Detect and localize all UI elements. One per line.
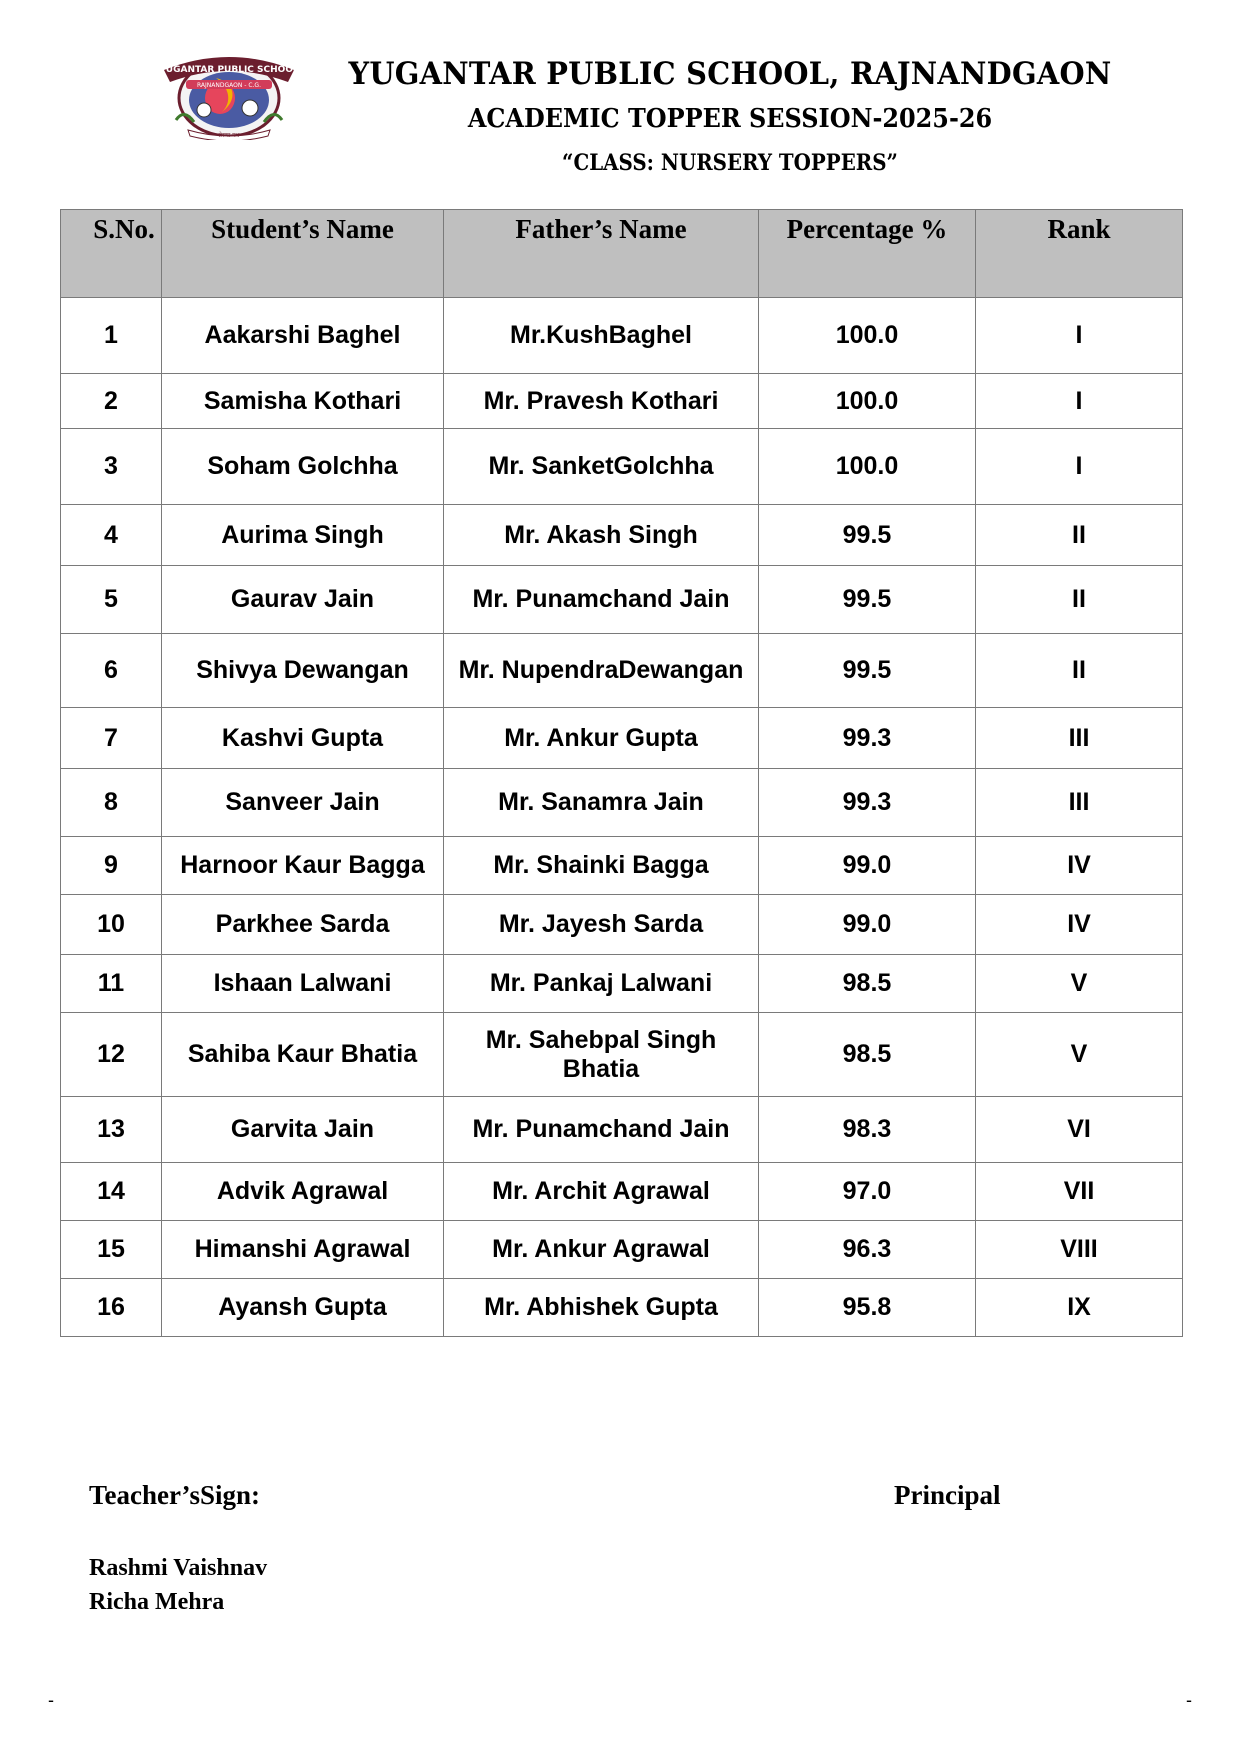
row-father-name: Mr. Punamchand Jain bbox=[444, 1097, 759, 1163]
table-row bbox=[61, 769, 1183, 837]
table-row bbox=[61, 837, 1183, 895]
row-father-name: Mr. Akash Singh bbox=[444, 505, 759, 566]
row-sno: 6 bbox=[61, 634, 162, 708]
row-rank: I bbox=[976, 298, 1183, 374]
column-header-percentage: Percentage % bbox=[759, 210, 976, 298]
row-student-name: Ayansh Gupta bbox=[162, 1279, 444, 1337]
row-percentage: 99.0 bbox=[759, 837, 976, 895]
row-percentage: 99.5 bbox=[759, 505, 976, 566]
row-student-name: Harnoor Kaur Bagga bbox=[162, 837, 444, 895]
row-father-name: Mr. Archit Agrawal bbox=[444, 1163, 759, 1221]
row-rank: VI bbox=[976, 1097, 1183, 1163]
row-sno: 9 bbox=[61, 837, 162, 895]
column-header-sno: S.No. bbox=[61, 210, 162, 298]
row-percentage: 99.5 bbox=[759, 634, 976, 708]
row-student-name: Himanshi Agrawal bbox=[162, 1221, 444, 1279]
table-row bbox=[61, 505, 1183, 566]
table-row bbox=[61, 298, 1183, 374]
row-rank: IV bbox=[976, 895, 1183, 955]
row-percentage: 100.0 bbox=[759, 374, 976, 429]
session-title: ACADEMIC TOPPER SESSION-2025-26 bbox=[467, 104, 993, 134]
row-sno: 2 bbox=[61, 374, 162, 429]
teacher-sign-label: Teacher’sSign: bbox=[89, 1480, 260, 1510]
row-student-name: Soham Golchha bbox=[162, 429, 444, 505]
logo-text-bottom: प्रेरणा पथ bbox=[218, 132, 240, 139]
row-sno: 10 bbox=[61, 895, 162, 955]
row-sno: 14 bbox=[61, 1163, 162, 1221]
table-row bbox=[61, 1013, 1183, 1097]
row-sno: 13 bbox=[61, 1097, 162, 1163]
row-rank: I bbox=[976, 429, 1183, 505]
row-father-name: Mr. Jayesh Sarda bbox=[444, 895, 759, 955]
row-father-name: Mr. Ankur Gupta bbox=[444, 708, 759, 769]
row-father-name: Mr. Punamchand Jain bbox=[444, 566, 759, 634]
row-student-name: Aakarshi Baghel bbox=[162, 298, 444, 374]
row-percentage: 99.3 bbox=[759, 769, 976, 837]
row-rank: V bbox=[976, 955, 1183, 1013]
row-sno: 7 bbox=[61, 708, 162, 769]
table-row bbox=[61, 955, 1183, 1013]
row-rank: II bbox=[976, 634, 1183, 708]
row-sno: 4 bbox=[61, 505, 162, 566]
row-student-name: Parkhee Sarda bbox=[162, 895, 444, 955]
row-student-name: Kashvi Gupta bbox=[162, 708, 444, 769]
row-student-name: Sanveer Jain bbox=[162, 769, 444, 837]
table-row bbox=[61, 708, 1183, 769]
principal-label: Principal bbox=[894, 1480, 1001, 1510]
row-student-name: Gaurav Jain bbox=[162, 566, 444, 634]
school-name: YUGANTAR PUBLIC SCHOOL, RAJNANDGAON bbox=[348, 56, 1112, 92]
page-mark-right: - bbox=[1186, 1690, 1192, 1710]
logo-text-top: YUGANTAR PUBLIC SCHOOL bbox=[159, 65, 299, 75]
row-father-name: Mr. Ankur Agrawal bbox=[444, 1221, 759, 1279]
row-sno: 15 bbox=[61, 1221, 162, 1279]
table-row bbox=[61, 895, 1183, 955]
row-rank: II bbox=[976, 566, 1183, 634]
row-percentage: 97.0 bbox=[759, 1163, 976, 1221]
row-sno: 12 bbox=[61, 1013, 162, 1097]
row-father-name: Mr. Pankaj Lalwani bbox=[444, 955, 759, 1013]
row-percentage: 95.8 bbox=[759, 1279, 976, 1337]
table-row bbox=[61, 429, 1183, 505]
row-percentage: 96.3 bbox=[759, 1221, 976, 1279]
table-header-row bbox=[61, 210, 1183, 298]
row-rank: IV bbox=[976, 837, 1183, 895]
teacher-name: Richa Mehra bbox=[89, 1589, 225, 1615]
teacher-name: Rashmi Vaishnav bbox=[89, 1555, 268, 1581]
row-father-name: Mr. Sanamra Jain bbox=[444, 769, 759, 837]
row-student-name: Sahiba Kaur Bhatia bbox=[162, 1013, 444, 1097]
row-percentage: 99.5 bbox=[759, 566, 976, 634]
table-row bbox=[61, 1221, 1183, 1279]
row-rank: III bbox=[976, 769, 1183, 837]
table-row bbox=[61, 1097, 1183, 1163]
row-sno: 1 bbox=[61, 298, 162, 374]
table-row bbox=[61, 1279, 1183, 1337]
row-father-name: Mr. Sahebpal Singh Bhatia bbox=[444, 1013, 759, 1097]
row-percentage: 99.3 bbox=[759, 708, 976, 769]
table-row bbox=[61, 1163, 1183, 1221]
column-header-rank: Rank bbox=[976, 210, 1183, 298]
row-sno: 3 bbox=[61, 429, 162, 505]
row-rank: I bbox=[976, 374, 1183, 429]
row-rank: II bbox=[976, 505, 1183, 566]
row-percentage: 100.0 bbox=[759, 429, 976, 505]
row-student-name: Garvita Jain bbox=[162, 1097, 444, 1163]
row-student-name: Aurima Singh bbox=[162, 505, 444, 566]
table-row bbox=[61, 566, 1183, 634]
row-percentage: 100.0 bbox=[759, 298, 976, 374]
row-student-name: Shivya Dewangan bbox=[162, 634, 444, 708]
table-row bbox=[61, 374, 1183, 429]
toppers-table bbox=[60, 209, 1183, 1337]
row-sno: 5 bbox=[61, 566, 162, 634]
row-sno: 8 bbox=[61, 769, 162, 837]
logo-text-band: RAJNANDGAON - C.G. bbox=[197, 82, 261, 89]
column-header-father: Father’s Name bbox=[444, 210, 759, 298]
row-father-name: Mr. Shainki Bagga bbox=[444, 837, 759, 895]
row-student-name: Advik Agrawal bbox=[162, 1163, 444, 1221]
school-logo bbox=[158, 50, 300, 140]
row-father-name: Mr.KushBaghel bbox=[444, 298, 759, 374]
row-father-name: Mr. NupendraDewangan bbox=[444, 634, 759, 708]
row-father-name: Mr. Pravesh Kothari bbox=[444, 374, 759, 429]
row-rank: III bbox=[976, 708, 1183, 769]
row-percentage: 98.5 bbox=[759, 955, 976, 1013]
row-sno: 11 bbox=[61, 955, 162, 1013]
row-percentage: 98.5 bbox=[759, 1013, 976, 1097]
class-title: “CLASS: NURSERY TOPPERS” bbox=[562, 150, 898, 176]
column-header-student: Student’s Name bbox=[162, 210, 444, 298]
row-rank: VIII bbox=[976, 1221, 1183, 1279]
row-rank: VII bbox=[976, 1163, 1183, 1221]
row-student-name: Samisha Kothari bbox=[162, 374, 444, 429]
row-rank: IX bbox=[976, 1279, 1183, 1337]
row-sno: 16 bbox=[61, 1279, 162, 1337]
row-father-name: Mr. SanketGolchha bbox=[444, 429, 759, 505]
page-mark-left: - bbox=[48, 1690, 54, 1710]
row-father-name: Mr. Abhishek Gupta bbox=[444, 1279, 759, 1337]
row-rank: V bbox=[976, 1013, 1183, 1097]
row-student-name: Ishaan Lalwani bbox=[162, 955, 444, 1013]
table-row bbox=[61, 634, 1183, 708]
row-percentage: 99.0 bbox=[759, 895, 976, 955]
row-percentage: 98.3 bbox=[759, 1097, 976, 1163]
